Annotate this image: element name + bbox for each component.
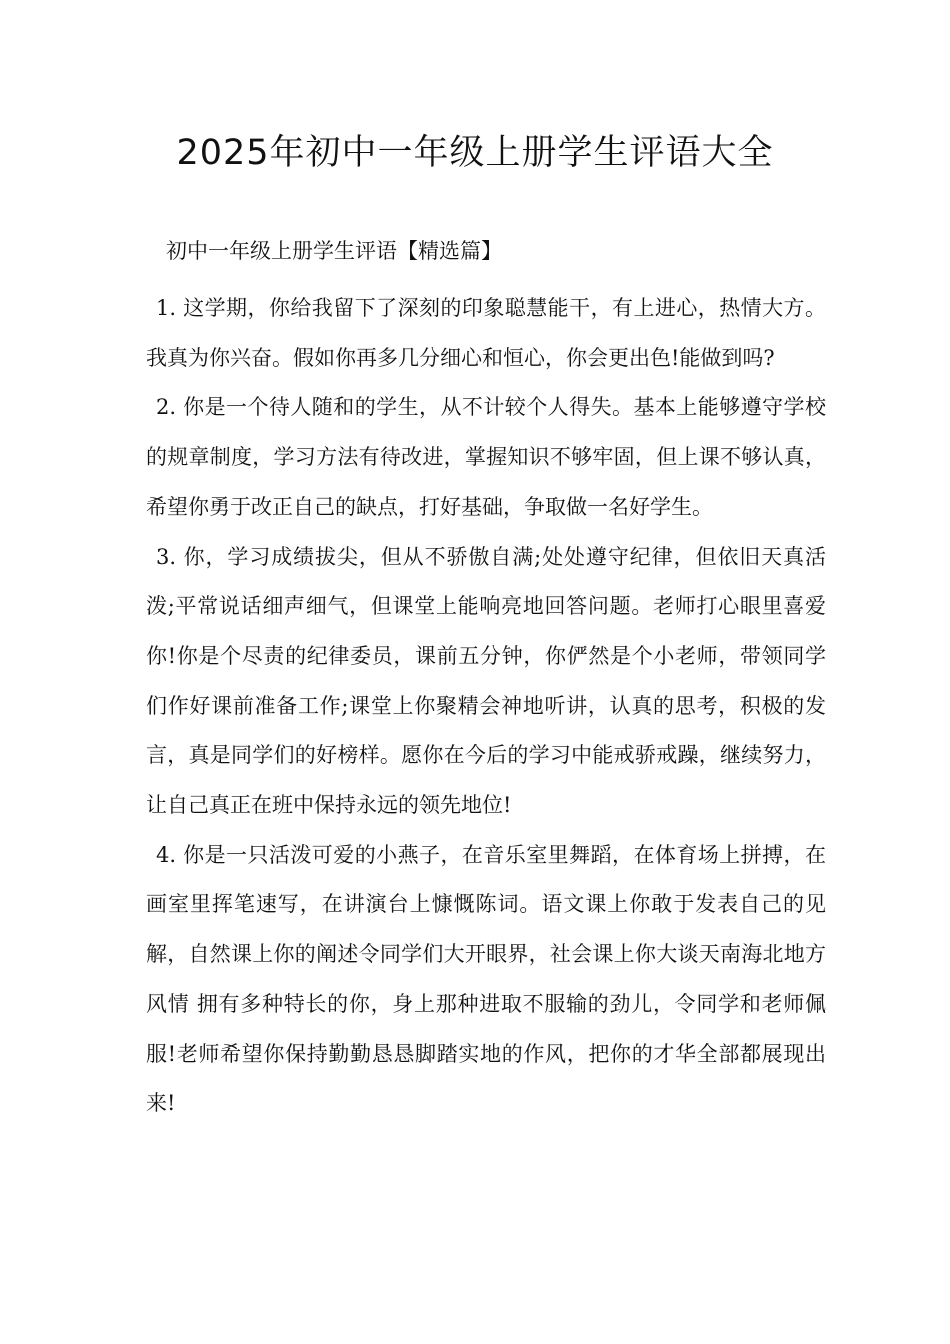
paragraph-1: 1. 这学期，你给我留下了深刻的印象聪慧能干，有上进心，热情大方。我真为你兴奋。假如你再多几分细心和恒心，你会更出色!能做到吗? bbox=[146, 296, 826, 370]
document-title: 2025年初中一年级上册学生评语大全 bbox=[176, 133, 774, 173]
document-body bbox=[146, 284, 826, 1129]
paragraph-3: 3. 你，学习成绩拔尖，但从不骄傲自满;处处遵守纪律，但依旧天真活泼;平常说话细声细气，但课堂上能响亮地回答问题。老师打心眼里喜爱你!你是个尽责的纪律委员，课前五分钟，你俨然是个小老师，带领同学们作好课前准备工作;课堂上你聚精会神地听讲，认真的思考，积极的发言，真是同学们的好榜样。愿你在今后的学习中能戒骄戒躁，继续努力，让自己真正在班中保持永远的领先地位! bbox=[146, 544, 826, 818]
paragraph-4: 4. 你是一只活泼可爱的小燕子，在音乐室里舞蹈，在体育场上拼搏，在画室里挥笔速写，在讲演台上慷慨陈词。语文课上你敢于发表自己的见解，自然课上你的阐述令同学们大开眼界，社会课上你大谈天南海北地方风情 拥有多种特长的你，身上那种进取不服输的劲儿，令同学和老师佩服!老师希望你保持勤勤恳恳脚踏实地的作风，把你的才华全部都展现出来! bbox=[146, 842, 826, 1116]
paragraph-2: 2. 你是一个待人随和的学生，从不计较个人得失。基本上能够遵守学校的规章制度，学习方法有待改进，掌握知识不够牢固，但上课不够认真，希望你勇于改正自己的缺点，打好基础，争取做一名好学生。 bbox=[146, 395, 826, 519]
section-heading: 初中一年级上册学生评语【精选篇】 bbox=[166, 239, 502, 263]
